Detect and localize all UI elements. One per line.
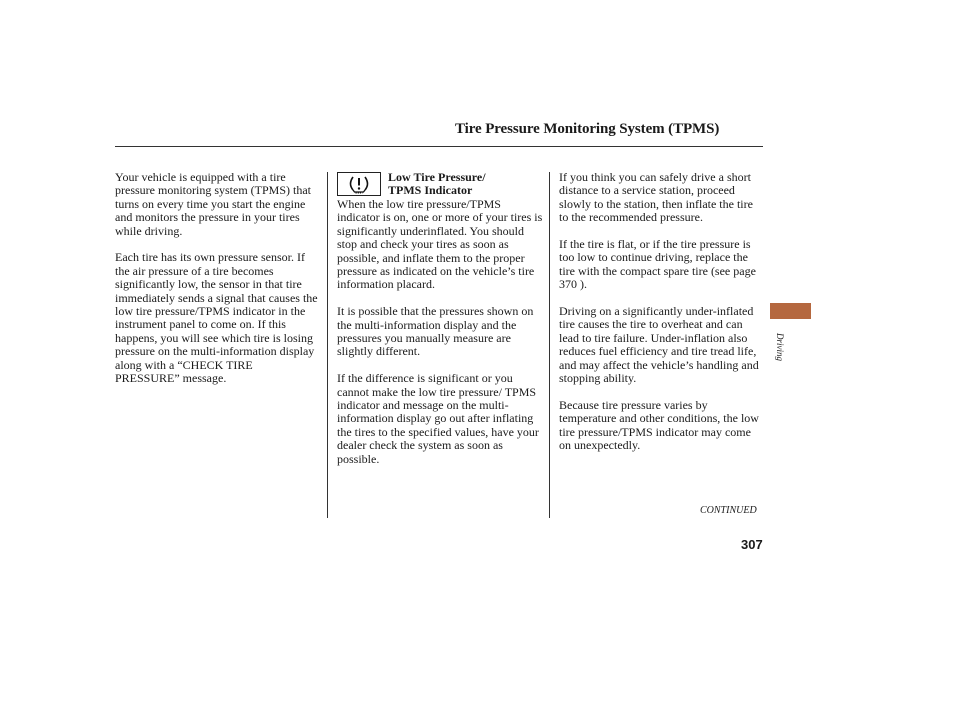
paragraph: Driving on a significantly under-inflated tire causes the tire to overheat and can lead to tire failure. Under-inflation also reduces fuel efficiency and tire tread life, and may affect the vehicle’s handling and stopping ability.: [559, 304, 759, 386]
column-divider-right: [549, 172, 550, 518]
paragraph: If you think you can safely drive a short distance to a service station, proceed slowly to the station, then inflate the tire to the recommended pressure.: [559, 170, 753, 225]
text-column-3: [559, 171, 765, 466]
section-tab-label: Driving: [775, 333, 785, 361]
indicator-title: [388, 171, 538, 198]
text-column-2: [337, 171, 543, 479]
section-tab-marker: [770, 303, 811, 319]
page-title: Tire Pressure Monitoring System (TPMS): [455, 121, 720, 137]
paragraph: It is possible that the pressures shown on the multi-information display and the pressures you manually measure are slightly different.: [337, 304, 534, 359]
column-divider-left: [327, 172, 328, 518]
title-divider: [115, 146, 763, 147]
page-number: 307: [741, 537, 763, 552]
paragraph: Each tire has its own pressure sensor. If the air pressure of a tire becomes significantly low, the sensor in that tire immediately sends a signal that causes the low tire pressure/TPMS indicator in the instrument panel to come on. If this happens, you will see which tire is losing pressure on the multi-information display along with a “CHECK TIRE PRESSURE” message.: [115, 250, 318, 386]
indicator-title-line-2: TPMS Indicator: [388, 183, 473, 198]
indicator-heading: [337, 171, 543, 198]
paragraph: When the low tire pressure/TPMS indicator is on, one or more of your tires is significantly underinflated. You should stop and check your tires as soon as possible, and inflate them to the proper pressure as indicated on the vehicle’s tire information placard.: [337, 197, 543, 292]
paragraph: If the tire is flat, or if the tire pressure is too low to continue driving, replace the tire with the compact spare tire (see page 370 ).: [559, 237, 756, 292]
paragraph: Because tire pressure varies by temperature and other conditions, the low tire pressure/TPMS indicator may come on unexpectedly.: [559, 397, 759, 453]
indicator-title-line-1: Low Tire Pressure/: [388, 170, 486, 184]
text-column-1: [115, 171, 320, 399]
paragraph: If the difference is significant or you cannot make the low tire pressure/ TPMS indicator and message on the multi-information display go out after inflating the tires to the specified values, have your dealer check the system as soon as possible.: [337, 371, 539, 466]
low-tire-pressure-warning-icon: [337, 172, 381, 196]
paragraph: Your vehicle is equipped with a tire pressure monitoring system (TPMS) that turns on every time you start the engine and monitors the pressure in your tires while driving.: [115, 170, 311, 238]
continued-label: CONTINUED: [700, 505, 757, 516]
